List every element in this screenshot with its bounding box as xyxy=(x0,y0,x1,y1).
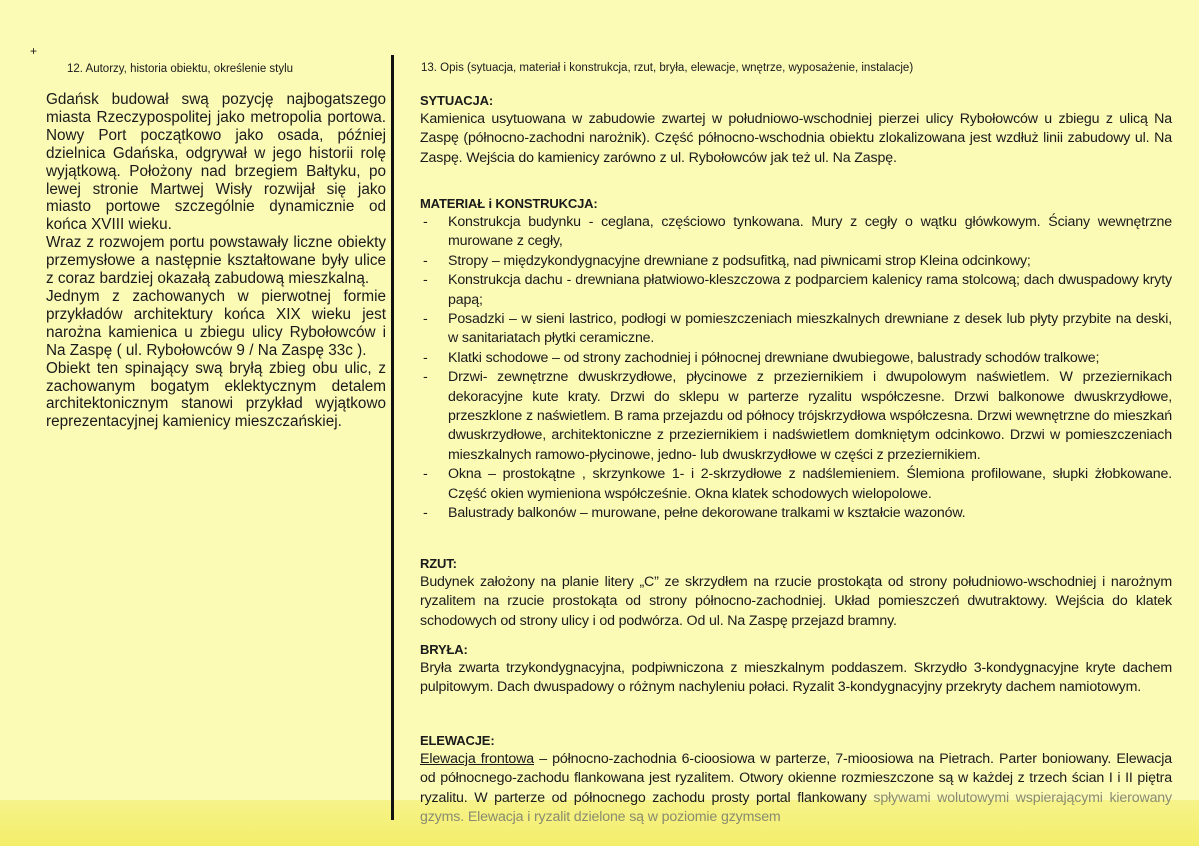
material-item: - Konstrukcja budynku - ceglana, częściowo tynkowana. Mury z cegły o wątku główkowym. Ściany wewnętrzne murowane z cegły, xyxy=(420,213,1172,252)
material-item: - Stropy – międzykondygnacyjne drewniane z podsufitką, nad piwnicami strop Kleina odcinkowy; xyxy=(420,252,1172,271)
material-item: - Drzwi- zewnętrzne dwuskrzydłowe, płycinowe z przeziernikiem i dwupolowym naświetlem. W przeziernikach dekoracyjne kute kraty. Drzwi do sklepu w parterze ryzalitu współczesne. Drzwi balkonowe dwuskrzydłowe, przeszklone z naświetlem. B rama przejazdu od północy trójskrzydłowa współczesna. Drzwi wewnętrzne do mieszkań dwuskrzydłowe, architektoniczne z przeziernikiem i nadświetlem domkniętym odcinkowo. Drzwi w pomieszczeniach mieszkalnych ramowo-płycinowe, jedno- lub dwuskrzydłowe w części z przeziernikiem. xyxy=(420,368,1172,465)
rzut-title: RZUT: xyxy=(420,556,457,571)
bryla-text: Bryła zwarta trzykondygnacyjna, podpiwniczona z mieszkalnym poddaszem. Skrzydło 3-kondygnacyjne kryte dachem pulpitowym. Dach dwuspadowy o różnym nachyleniu połaci. Ryzalit 3-kondygnacyjny przekryty dachem namiotowym. xyxy=(420,660,1172,696)
bryla-title: BRYŁA: xyxy=(420,642,468,657)
elewacje-section xyxy=(420,732,1172,828)
crosshair-marker: + xyxy=(30,44,38,58)
rzut-section xyxy=(420,555,1172,631)
material-item: - Balustrady balkonów – murowane, pełne dekorowane tralkami w kształcie wazonów. xyxy=(420,504,1172,523)
material-section xyxy=(420,195,1172,524)
history-paragraph: Obiekt ten spinający swą bryłą zbieg obu ulic, z zachowanym bogatym eklektycznym detalem architektonicznym stanowi przykład wyjątkowo reprezentacyjnej kamienicy mieszczańskiej. xyxy=(46,359,386,431)
sytuacja-title: SYTUACJA: xyxy=(420,93,494,108)
sytuacja-section xyxy=(420,92,1172,168)
material-title: MATERIAŁ i KONSTRUKCJA: xyxy=(420,196,598,211)
history-paragraph: Gdańsk budował swą pozycję najbogatszego miasta Rzeczypospolitej jako metropolia portowa. Nowy Port początkowo jako osada, później dzielnica Gdańska, odgrywał w jego historii rolę wyjątkową. Położony nad brzegiem Bałtyku, po lewej stronie Martwej Wisły rozwijał się jako miasto portowe szczególnie dynamicznie od końca XVIII wieku. xyxy=(46,91,386,234)
elewacje-body: – północno-zachodnia 6-cioosiowa w parterze, 7-mioosiowa na Pietrach. Parter boniowany. Elewacja od północnego-zachodu flankowana jest ryzalitem. Otwory okienne rozmieszczone są w każdej z trzech ścian I i II piętra ryzalitu. W parterze od północnego zachodu prosty portal flankowany xyxy=(420,751,1172,806)
elewacje-text xyxy=(420,750,1172,828)
elewacja-frontowa-label: Elewacja frontowa xyxy=(420,751,535,767)
material-item: - Klatki schodowe – od strony zachodniej i północnej drewniane dwubiegowe, balustrady schodów tralkowe; xyxy=(420,349,1172,368)
elewacje-title: ELEWACJE: xyxy=(420,733,495,748)
column-divider xyxy=(391,55,394,820)
sytuacja-text: Kamienica usytuowana w zabudowie zwartej w południowo-wschodniej pierzei ulicy Rybołowców u zbiegu z ulicą Na Zaspę (północno-zachodni narożnik). Część północno-wschodnia obiektu zlokalizowana jest wzdłuż linii zabudowy ul. Na Zaspę. Wejścia do kamienicy zarówno z ul. Rybołowców jak też ul. Na Zaspę. xyxy=(420,111,1172,166)
history-paragraph: Jednym z zachowanych w pierwotnej formie przykładów architektury końca XIX wieku jest narożna kamienica u zbiegu ulicy Rybołowców i Na Zaspę ( ul. Rybołowców 9 / Na Zaspę 33c ). xyxy=(46,287,386,359)
elewacje-faded-line: spływami wolutowymi wspierającymi kierowany gzyms. Elewacja i ryzalit dzielone są w poziomie gzymsem xyxy=(420,789,1172,826)
material-list xyxy=(420,213,1172,524)
section-13-heading: 13. Opis (sytuacja, materiał i konstrukcja, rzut, bryła, elewacje, wnętrze, wyposażenie, instalacje) xyxy=(421,62,914,74)
history-paragraph: Wraz z rozwojem portu powstawały liczne obiekty przemysłowe a następnie kształtowane były ulice z coraz bardziej okazałą zabudową mieszkalną. xyxy=(46,234,386,288)
section-12-heading: 12. Autorzy, historia obiektu, określenie stylu xyxy=(67,63,294,75)
material-item: - Posadzki – w sieni lastrico, podłogi w pomieszczeniach mieszkalnych drewniane z desek lub płyty przybite na deski, w sanitariatach płytki ceramiczne. xyxy=(420,310,1172,349)
bryla-section xyxy=(420,641,1172,698)
material-item: - Okna – prostokątne , skrzynkowe 1- i 2-skrzydłowe z nadślemieniem. Ślemiona profilowane, słupki żłobkowane. Część okien wymieniona współcześnie. Okna klatek schodowych wielopolowe. xyxy=(420,465,1172,504)
rzut-text: Budynek założony na planie litery „C” ze skrzydłem na rzucie prostokąta od strony południowo-wschodniej i narożnym ryzalitem na rzucie prostokąta od strony północno-zachodniej. Układ pomieszczeń dwutraktowy. Wejścia do klatek schodowych od strony ulicy i od podwórza. Od ul. Na Zaspę przejazd bramny. xyxy=(420,574,1172,629)
material-item: - Konstrukcja dachu - drewniana płatwiowo-kleszczowa z podparciem kalenicy rama stolcową; dach dwuspadowy kryty papą; xyxy=(420,271,1172,310)
history-text xyxy=(46,91,386,431)
